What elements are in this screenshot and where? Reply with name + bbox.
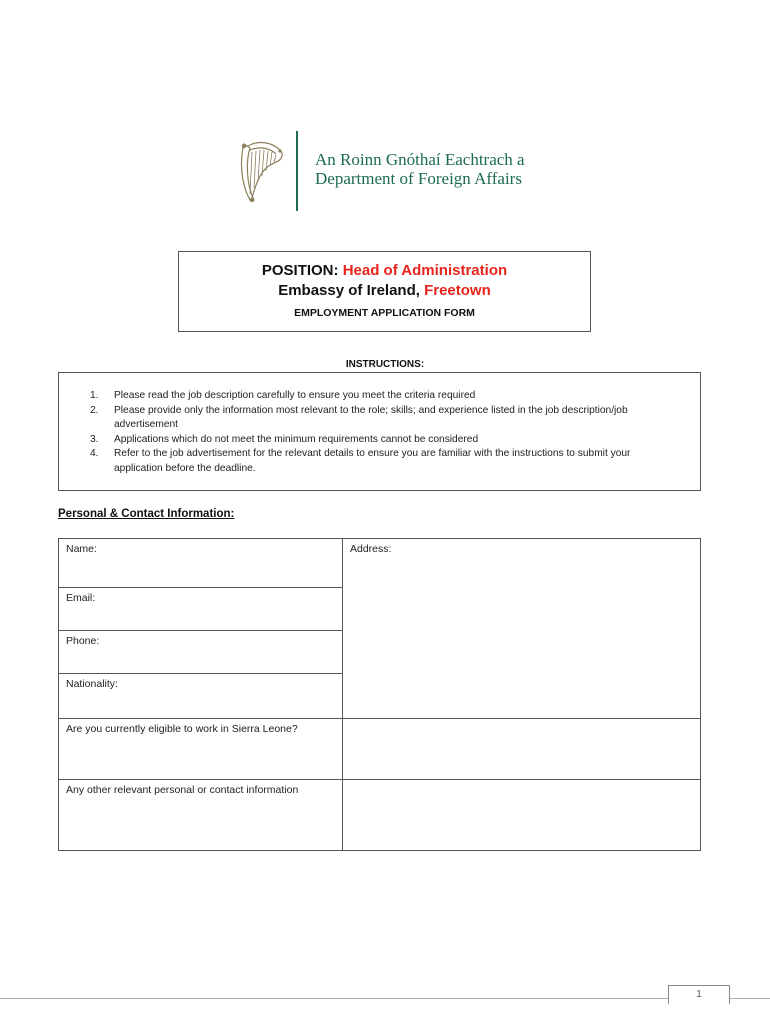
- embassy-label: Embassy of Ireland,: [278, 282, 425, 299]
- nationality-field[interactable]: [59, 674, 342, 718]
- form-title: EMPLOYMENT APPLICATION FORM: [294, 307, 475, 319]
- embassy-heading: [179, 282, 590, 299]
- embassy-city: Freetown: [424, 282, 491, 299]
- position-title: Head of Administration: [342, 262, 508, 279]
- personal-info-table: [58, 538, 701, 851]
- name-label: Name:: [66, 543, 97, 555]
- other-info-label: Any other relevant personal or contact information: [66, 784, 299, 796]
- instructions-list: [59, 389, 674, 477]
- department-logo-text: [315, 150, 525, 188]
- phone-label: Phone:: [66, 635, 100, 647]
- other-info-answer-field[interactable]: [343, 780, 700, 850]
- email-field[interactable]: [59, 588, 342, 630]
- instructions-box: [58, 372, 701, 491]
- footer-rule: [730, 998, 770, 999]
- footer-rule: [0, 998, 668, 999]
- position-heading: [179, 262, 590, 279]
- instruction-item: 1. Please read the job description carefully to ensure you meet the criteria required: [90, 390, 476, 401]
- logo-line-irish: An Roinn Gnóthaí Eachtrach a: [315, 150, 525, 169]
- position-box: [178, 251, 591, 332]
- email-label: Email:: [66, 592, 96, 604]
- eligibility-question: [59, 719, 342, 779]
- name-field[interactable]: [59, 539, 342, 587]
- position-label: POSITION:: [261, 262, 343, 279]
- eligibility-label: Are you currently eligible to work in Sierra Leone?: [66, 723, 298, 735]
- logo-divider: [296, 131, 298, 211]
- eligibility-answer-field[interactable]: [343, 719, 700, 779]
- harp-logo-icon: [236, 138, 286, 206]
- instruction-item: 4. Refer to the job advertisement for the relevant details to ensure you are familiar with the instructions to submit your application before the deadline.: [90, 448, 631, 474]
- address-field[interactable]: [343, 539, 700, 718]
- other-info-question: [59, 780, 342, 850]
- instruction-item: 3. Applications which do not meet the minimum requirements cannot be considered: [90, 433, 479, 445]
- address-label: Address:: [350, 543, 392, 555]
- instructions-title: INSTRUCTIONS:: [345, 359, 425, 370]
- logo-line-english: Department of Foreign Affairs: [315, 169, 522, 188]
- personal-section-title: Personal & Contact Information:: [58, 508, 235, 520]
- instruction-item: 2. Please provide only the information most relevant to the role; skills; and experience listed in the job description/job advertisement: [90, 404, 628, 431]
- nationality-label: Nationality:: [66, 678, 118, 690]
- phone-field[interactable]: [59, 631, 342, 673]
- page-number: 1: [668, 985, 730, 1004]
